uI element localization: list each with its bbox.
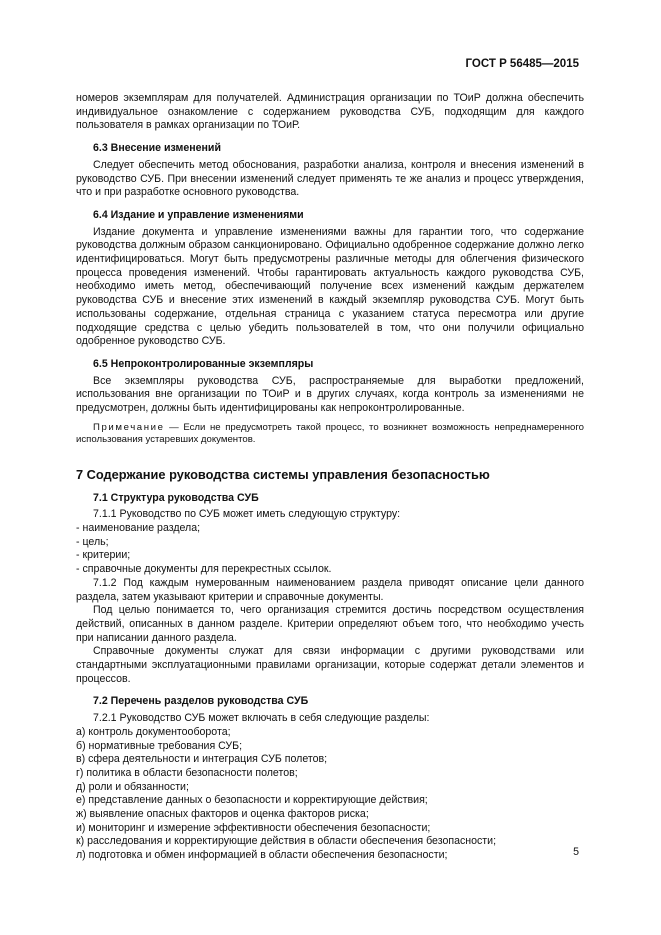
section-6-4-title: 6.4 Издание и управление изменениями bbox=[93, 208, 304, 221]
section-6-3-title: 6.3 Внесение изменений bbox=[93, 142, 221, 155]
structure-list bbox=[76, 522, 584, 577]
list-item: д) роли и обязанности; bbox=[76, 780, 189, 793]
list-item: - цель; bbox=[76, 535, 109, 548]
intro-paragraph: номеров экземплярам для получателей. Администрация организации по ТОиР должна обеспечить индивидуальное ознакомление с содержанием руководства СУБ, подходящим для каждого пользователя в рамках организации по ТОиР. bbox=[76, 92, 584, 132]
list-item: ж) выявление опасных факторов и оценка факторов риска; bbox=[76, 808, 369, 821]
list-item: е) представление данных о безопасности и корректирующие действия; bbox=[76, 794, 428, 807]
list-item: - справочные документы для перекрестных ссылок. bbox=[76, 563, 332, 576]
section-7-2-1-intro: 7.2.1 Руководство СУБ может включать в себя следующие разделы: bbox=[93, 712, 430, 725]
section-7-1-1-intro: 7.1.1 Руководство по СУБ может иметь следующую структуру: bbox=[93, 508, 401, 521]
reference-docs-paragraph: Справочные документы служат для связи информации с другими руководствами или стандартными эксплуатационными правилами организации, которые содержат детали элементов и процессов. bbox=[76, 645, 584, 685]
page-number: 5 bbox=[573, 846, 579, 858]
page-content bbox=[76, 92, 584, 863]
section-6-3-paragraph: Следует обеспечить метод обоснования, разработки анализа, контроля и внесения изменений в руководство СУБ. При внесении изменений следует применять те же анализ и процесс утверждения, что и при разработке основного руководства. bbox=[76, 158, 584, 199]
goal-paragraph: Под целью понимается то, чего организация стремится достичь посредством осуществления действий, описанных в данном разделе. Критерии определяют объем того, что необходимо учесть при написании данного раздела. bbox=[76, 604, 584, 644]
section-7-title: 7 Содержание руководства системы управления безопасностью bbox=[76, 466, 490, 482]
section-7-1-2-paragraph: 7.1.2 Под каждым нумерованным наименованием раздела приводят описание цели данного раздела, затем указывают критерии и справочные документы. bbox=[76, 576, 584, 603]
note-paragraph bbox=[76, 422, 584, 447]
list-item: и) мониторинг и измерение эффективности обеспечения безопасности; bbox=[76, 821, 431, 834]
sections-list bbox=[76, 726, 584, 863]
section-6-4-paragraph: Издание документа и управление изменениями важны для гарантии того, что содержание руководства должным образом санкционировано. Официально одобренное содержание должно легко идентифицироваться. Могут быть предусмотрены различные методы для облегчения физического процесса проведения изменений. Чтобы гарантировать актуальность каждого руководства СУБ, необходимо иметь метод, обеспечивающий получение всех изменений каждым держателем руководства СУБ и внесение этих изменений в каждый экземпляр руководства СУБ. Могут быть использованы содержание, отдельная страница с указанием статуса пересмотра или другие подходящие средства с целью убедить пользователей в том, что они получили официально одобренное руководство СУБ. bbox=[76, 225, 584, 348]
section-7-2-title: 7.2 Перечень разделов руководства СУБ bbox=[93, 695, 309, 708]
list-item: - критерии; bbox=[76, 549, 131, 562]
list-item: б) нормативные требования СУБ; bbox=[76, 739, 243, 752]
list-item: в) сфера деятельности и интеграция СУБ полетов; bbox=[76, 753, 328, 766]
note-label: Примечание bbox=[93, 421, 165, 433]
section-6-5-title: 6.5 Непроконтролированные экземпляры bbox=[93, 357, 314, 370]
list-item: г) политика в области безопасности полетов; bbox=[76, 766, 298, 779]
list-item: л) подготовка и обмен информацией в области обеспечения безопасности; bbox=[76, 849, 448, 862]
section-6-5-paragraph: Все экземпляры руководства СУБ, распространяемые для выработки предложений, использования вне организации по ТОиР и в других случаях, когда контроль за изменениями не предусмотрен, должны быть идентифицированы как непроконтролированные. bbox=[76, 374, 584, 415]
list-item: к) расследования и корректирующие действия в области обеспечения безопасности; bbox=[76, 835, 497, 848]
list-item: а) контроль документооборота; bbox=[76, 725, 231, 738]
section-7-1-title: 7.1 Структура руководства СУБ bbox=[93, 491, 259, 504]
note-text: — Если не предусмотреть такой процесс, то возникнет возможность непреднамеренного использования устаревших документов. bbox=[76, 421, 584, 446]
list-item: - наименование раздела; bbox=[76, 521, 201, 534]
document-header: ГОСТ Р 56485—2015 bbox=[465, 58, 579, 70]
